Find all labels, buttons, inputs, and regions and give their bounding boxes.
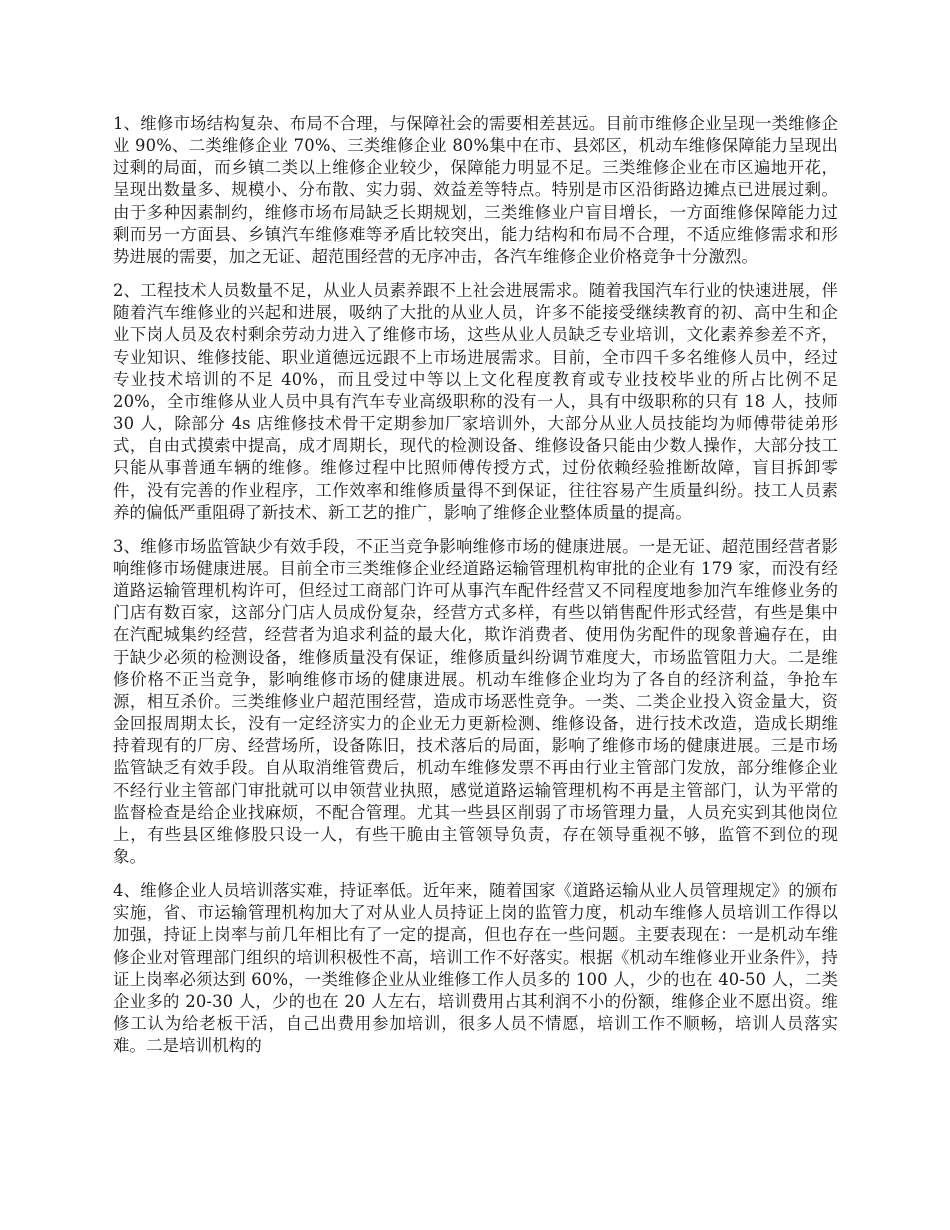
paragraph-3: 3、维修市场监管缺少有效手段，不正当竞争影响维修市场的健康进展。一是无证、超范围经营者影响维修市场健康进展。目前全市三类维修企业经道路运输管理机构审批的企业有 179 家，而没有经道路运输管理机构许可，但经过工商部门许可从事汽车配件经营又不同程度地参加汽车维修业务的门店有数百家，这部分门店人员成份复杂，经营方式多样，有些以销售配件形式经营，有些是集中在汽配城集约经营，经营者为追求利益的最大化，欺诈消费者、使用伪劣配件的现象普遍存在，由于缺少必须的检测设备，维修质量没有保证，维修质量纠纷调节难度大，市场监管阻力大。二是维修价格不正当竞争，影响维修市场的健康进展。机动车维修企业均为了各自的经济利益，争抢车源，相互杀价。三类维修业户超范围经营，造成市场恶性竞争。一类、二类企业投入资金量大，资金回报周期太长，没有一定经济实力的企业无力更新检测、维修设备，进行技术改造，造成长期维持着现有的厂房、经营场所，设备陈旧，技术落后的局面，影响了维修市场的健康进展。三是市场监管缺乏有效手段。自从取消维管费后，机动车维修发票不再由行业主管部门发放，部分维修企业不经行业主管部门审批就可以申领营业执照，感觉道路运输管理机构不再是主管部门，认为平常的监督检查是给企业找麻烦，不配合管理。尤其一些县区削弱了市场管理力量，人员充实到其他岗位上，有些县区维修股只设一人，有些干脆由主管领导负责，存在领导重视不够，监管不到位的现象。 (113, 536, 838, 866)
paragraph-4: 4、维修企业人员培训落实难，持证率低。近年来，随着国家《道路运输从业人员管理规定》的颁布实施，省、市运输管理机构加大了对从业人员持证上岗的监管力度，机动车维修人员培训工作得以加强，持证上岗率与前几年相比有了一定的提高，但也存在一些问题。主要表现在：一是机动车维修企业对管理部门组织的培训积极性不高，培训工作不好落实。根据《机动车维修业开业条件》，持证上岗率必须达到 60%，一类维修企业从业维修工作人员多的 100 人，少的也在 40-50 人，二类企业多的 20-30 人，少的也在 20 人左右，培训费用占其利润不小的份额，维修企业不愿出资。维修工认为给老板干活，自己出费用参加培训，很多人员不情愿，培训工作不顺畅，培训人员落实难。二是培训机构的 (113, 881, 838, 1056)
document-body (113, 113, 838, 1069)
paragraph-1: 1、维修市场结构复杂、布局不合理，与保障社会的需要相差甚远。目前市维修企业呈现一类维修企业 90%、二类维修企业 70%、三类维修企业 80%集中在市、县郊区，机动车维修保障能力呈现出过剩的局面，而乡镇二类以上维修企业较少，保障能力明显不足。三类维修企业在市区遍地开花，呈现出数量多、规模小、分布散、实力弱、效益差等特点。特别是市区沿街路边摊点已进展过剩。由于多种因素制约，维修市场布局缺乏长期规划，三类维修业户盲目增长，一方面维修保障能力过剩而另一方面县、乡镇汽车维修难等矛盾比较突出，能力结构和布局不合理，不适应维修需求和形势进展的需要，加之无证、超范围经营的无序冲击，各汽车维修企业价格竞争十分激烈。 (113, 114, 838, 266)
paragraph-2: 2、工程技术人员数量不足，从业人员素养跟不上社会进展需求。随着我国汽车行业的快速进展，伴随着汽车维修业的兴起和进展，吸纳了大批的从业人员，许多不能接受继续教育的初、高中生和企业下岗人员及农村剩余劳动力进入了维修市场，这些从业人员缺乏专业培训，文化素养参差不齐，专业知识、维修技能、职业道德远远跟不上市场进展需求。目前，全市四千多名维修人员中，经过专业技术培训的不足 40%，而且受过中等以上文化程度教育或专业技校毕业的所占比例不足 20%，全市维修从业人员中具有汽车专业高级职称的没有一人，具有中级职称的只有 18 人，技师 30 人，除部分 4s 店维修技术骨干定期参加厂家培训外，大部分从业人员技能均为师傅带徒弟形式，自由式摸索中提高，成才周期长，现代的检测设备、维修设备只能由少数人操作，大部分技工只能从事普通车辆的维修。维修过程中比照师傅传授方式，过份依赖经验推断故障，盲目拆卸零件，没有完善的作业程序，工作效率和维修质量得不到保证，往往容易产生质量纠纷。技工人员素养的偏低严重阻碍了新技术、新工艺的推广，影响了维修企业整体质量的提高。 (113, 281, 838, 522)
